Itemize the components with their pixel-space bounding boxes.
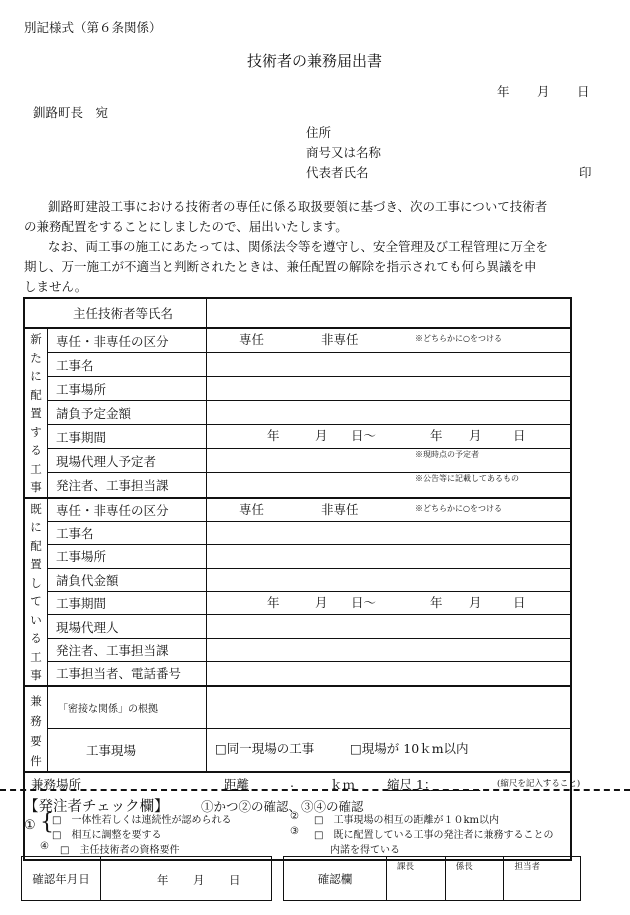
body-line-4: 期し、万一施工が不適当と判断されたときは、兼任配置の解除を指示されても何ら異議を申 — [24, 259, 537, 274]
site-label: 工事現場 — [48, 729, 207, 772]
office-label: 兼務場所 — [31, 776, 82, 792]
confirm-chief[interactable]: 係長 — [445, 857, 504, 901]
new-type-value[interactable]: 専任 非専任 ※どちらかに○をつける — [207, 328, 572, 353]
check-1b[interactable]: □ 相互に調整を要する — [52, 830, 162, 841]
confirm-label: 確認欄 — [284, 857, 387, 901]
brace-icon: { — [40, 810, 54, 835]
existing-contact-value[interactable] — [207, 662, 572, 686]
confirm-table — [283, 856, 581, 901]
scale-note: (縮尺を記入すること) — [497, 778, 581, 789]
check-3b: 内諾を得ている — [330, 845, 400, 856]
new-period-value[interactable]: 年 月 日～ 年 月 日 — [207, 425, 572, 449]
check-2[interactable]: □ 工事現場の相互の距離が１０km以内 — [314, 815, 499, 826]
check-number-4: ④ — [40, 841, 49, 852]
site-options[interactable] — [207, 729, 572, 772]
form-label: 別記様式（第６条関係） — [24, 20, 162, 35]
existing-type-label: 専任・非専任の区分 — [48, 498, 207, 522]
new-agent-value[interactable]: ※現時点の予定者 — [207, 449, 572, 473]
body-line-3: なお、両工事の施工にあたっては、関係法令等を遵守し、安全管理及び工程管理に万全を — [48, 239, 549, 254]
check-1a[interactable]: □ 一体性若しくは連続性が認められる — [52, 815, 232, 826]
existing-name-value[interactable] — [207, 521, 572, 544]
existing-work-side-label: 既に配置している工事 — [24, 498, 48, 686]
confirm-date-value[interactable]: 年 月 日 — [101, 857, 272, 901]
new-period-label: 工事期間 — [48, 425, 207, 449]
existing-amount-label: 請負代金額 — [48, 568, 207, 591]
chief-engineer-value[interactable] — [207, 298, 572, 328]
confirm-section-chief[interactable]: 課長 — [387, 857, 446, 901]
cut-line — [0, 789, 630, 791]
notification-table — [23, 297, 581, 861]
existing-agent-label: 現場代理人 — [48, 615, 207, 638]
applicant-address: 住所 — [306, 125, 332, 140]
new-name-value[interactable] — [207, 353, 572, 377]
existing-place-value[interactable] — [207, 545, 572, 568]
existing-name-label: 工事名 — [48, 521, 207, 544]
check-3a[interactable]: □ 既に配置している工事の発注者に兼務することの — [314, 830, 554, 841]
new-work-side-label: 新たに配置する工事 — [24, 328, 48, 498]
date-month: 月 — [537, 84, 550, 99]
confirm-date-label: 確認年月日 — [22, 857, 101, 901]
new-type-label: 専任・非専任の区分 — [48, 328, 207, 353]
new-agent-label: 現場代理人予定者 — [48, 449, 207, 473]
close-relation-label: 「密接な関係」の根拠 — [48, 686, 207, 729]
within-10km-checkbox[interactable]: □現場が 10ｋm以内 — [350, 741, 469, 756]
existing-client-value[interactable] — [207, 638, 572, 661]
existing-period-label: 工事期間 — [48, 591, 207, 614]
body-line-1: 釧路町建設工事における技術者の専任に係る取扱要領に基づき、次の工事について技術者 — [48, 199, 548, 214]
distance-field[interactable]: 距離 . ｋｍ — [224, 774, 356, 792]
date-year: 年 — [497, 84, 510, 99]
check-subtitle: ①かつ②の確認、③④の確認 — [201, 799, 364, 814]
existing-agent-value[interactable] — [207, 615, 572, 638]
check-4[interactable]: □ 主任技術者の資格要件 — [60, 845, 180, 856]
date-day: 日 — [577, 84, 590, 99]
new-client-value[interactable]: ※公告等に記載してあるもの — [207, 473, 572, 498]
check-title: 【発注者チェック欄】 — [24, 799, 169, 815]
existing-period-value[interactable]: 年 月 日～ 年 月 日 — [207, 591, 572, 614]
applicant-representative: 代表者氏名 — [306, 165, 369, 180]
existing-contact-label: 工事担当者、電話番号 — [48, 662, 207, 686]
body-line-5: しません。 — [24, 279, 88, 294]
check-number-3: ③ — [290, 826, 299, 837]
existing-amount-value[interactable] — [207, 568, 572, 591]
seal-mark: 印 — [579, 165, 592, 180]
existing-type-value[interactable]: 専任 非専任 ※どちらかに○をつける — [207, 498, 572, 522]
scale-field[interactable]: 縮尺 1： — [387, 776, 431, 792]
body-line-2: の兼務配置をすることにしましたので、届出いたします。 — [24, 219, 348, 234]
existing-place-label: 工事場所 — [48, 545, 207, 568]
existing-client-label: 発注者、工事担当課 — [48, 638, 207, 661]
new-amount-label: 請負予定金額 — [48, 401, 207, 425]
page-title: 技術者の兼務届出書 — [247, 52, 383, 70]
new-client-label: 発注者、工事担当課 — [48, 473, 207, 498]
applicant-company: 商号又は名称 — [306, 145, 382, 160]
chief-engineer-label: 主任技術者等氏名 — [24, 298, 207, 328]
new-name-label: 工事名 — [48, 353, 207, 377]
check-number-1: ① — [24, 818, 36, 833]
new-place-value[interactable] — [207, 377, 572, 401]
addressee: 釧路町長 宛 — [33, 105, 109, 120]
check-number-2: ② — [290, 811, 299, 822]
requirements-side-label: 兼務要件 — [24, 686, 48, 772]
same-site-checkbox[interactable]: □同一現場の工事 — [215, 741, 315, 756]
confirm-date-table — [21, 856, 272, 901]
confirm-staff[interactable]: 担当者 — [504, 857, 581, 901]
close-relation-value[interactable] — [207, 686, 572, 729]
new-amount-value[interactable] — [207, 401, 572, 425]
new-place-label: 工事場所 — [48, 377, 207, 401]
